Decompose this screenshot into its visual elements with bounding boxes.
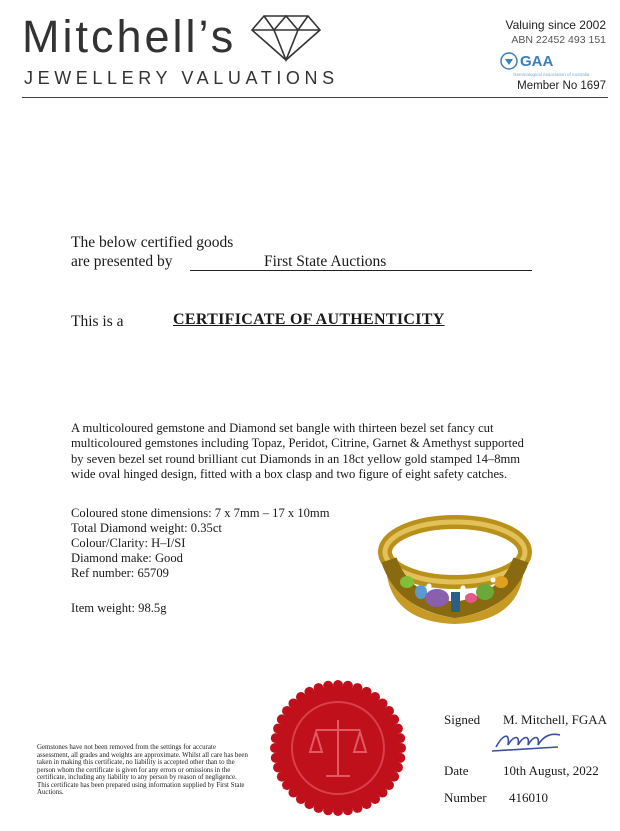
subtitle: JEWELLERY VALUATIONS — [24, 68, 339, 88]
disclaimer: Gemstones have not been removed from the settings for accurate assessment, all grades and weights are approximate. Whilst all care has been taken in making this certificate, no liability is accepted other than to the person whom the certificate is given for any errors or omissions in the certificate, including any liability to any person by reason of negligence. This certificate has been prepared using information supplied by First State Auctions. — [37, 744, 248, 796]
spec-line: Total Diamond weight: 0.35ct — [71, 521, 222, 535]
item-description: A multicoloured gemstone and Diamond set bangle with thirteen bezel set fancy cut multicoloured gemstones including Topaz, Peridot, Citrine, Garnet & Amethyst supported by seven bezel set round brilliant cut Diamonds in an 18ct yellow gold stamped 14–8mm wide oval hinged design, fitted with a box clasp and two figure of eight safety catches. — [71, 421, 524, 482]
number-value: 416010 — [509, 790, 548, 805]
spec-line: Ref number: 65709 — [71, 566, 169, 580]
signed-value: M. Mitchell, FGAA — [503, 712, 607, 727]
gaa-subtitle: Gemmological Association of Australia — [513, 72, 590, 77]
date-label: Date — [444, 763, 469, 778]
brand-name: Mitchell’s — [22, 11, 237, 62]
cert-title: CERTIFICATE OF AUTHENTICITY — [173, 311, 445, 328]
wax-seal-icon — [270, 680, 406, 816]
intro-line-2: are presented by — [71, 253, 173, 270]
member-number: Member No 1697 — [517, 80, 606, 92]
item-weight: Item weight: 98.5g — [71, 601, 167, 615]
gaa-emblem-icon — [500, 52, 518, 70]
signature-icon — [490, 727, 580, 755]
valuing-since: Valuing since 2002 — [505, 18, 606, 32]
presenter-name: First State Auctions — [264, 253, 387, 270]
signed-label: Signed — [444, 712, 481, 727]
spec-line: Diamond make: Good — [71, 551, 183, 565]
gaa-label: GAA — [520, 53, 554, 70]
spec-line: Colour/Clarity: H–I/SI — [71, 536, 186, 550]
spec-line: Coloured stone dimensions: 7 x 7mm – 17 x 10mm — [71, 506, 330, 520]
diamond-logo-icon — [250, 12, 322, 62]
header-divider — [22, 97, 608, 98]
date-value: 10th August, 2022 — [503, 763, 599, 778]
bangle-photo — [375, 510, 535, 625]
number-label: Number — [444, 790, 487, 805]
intro-line-1: The below certified goods — [71, 234, 234, 251]
cert-prefix: This is a — [71, 313, 124, 330]
abn-number: ABN 22452 493 151 — [511, 34, 606, 46]
